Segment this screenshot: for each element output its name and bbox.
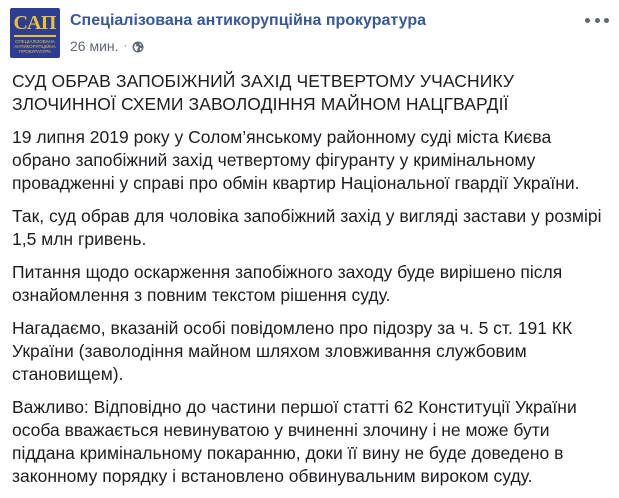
post-paragraph: Так, суд обрав для чоловіка запобіжний захід у вигляді застави у розмірі 1,5 млн гривень.: [12, 206, 602, 249]
more-options-icon[interactable]: [585, 14, 609, 26]
post-meta: [70, 38, 144, 54]
post-paragraph: 19 липня 2019 року у Солом’янському районному суді міста Києва обрано запобіжний захід четвертому фігуранту у кримінальному провадженні у справі про обмін квартир Національної гвардії України.: [12, 127, 580, 193]
post-paragraph: Важливо: Відповідно до частини першої статті 62 Конституції України особа вважається невинуватою у вчиненні злочину і не може бути піддана кримінальному покаранню, доки її вину не буде доведено в законному порядку і встановлено обвинувальним вироком суду.: [12, 397, 577, 486]
post-paragraph: Нагадаємо, вказаній особі повідомлено про підозру за ч. 5 ст. 191 КК України (заволодіння майном шляхом зловживання службовим становищем).: [12, 318, 573, 384]
avatar-logo-text: САП: [13, 12, 57, 34]
post-timestamp[interactable]: 26 мин.: [70, 38, 119, 54]
post-paragraph: Питання щодо оскарження запобіжного заходу буде вирішено після ознайомлення з повним текстом рішення суду.: [12, 262, 563, 305]
more-dot: [585, 18, 590, 23]
post-content: [12, 70, 612, 498]
globe-icon[interactable]: [132, 40, 144, 52]
more-dot: [595, 18, 600, 23]
avatar-logo-subtext: СПЕЦІАЛІЗОВАНА АНТИКОРУПЦІЙНА ПРОКУРАТУРА: [14, 39, 56, 54]
page-avatar[interactable]: [10, 8, 60, 58]
more-dot: [604, 18, 609, 23]
post-title: СУД ОБРАВ ЗАПОБІЖНИЙ ЗАХІД ЧЕТВЕРТОМУ УЧАСНИКУ ЗЛОЧИННОЇ СХЕМИ ЗАВОЛОДІННЯ МАЙНОМ НАЦГВАРДІЇ: [12, 71, 515, 114]
avatar-logo-divider: [14, 35, 56, 37]
post-header: [10, 8, 609, 60]
page-name-link[interactable]: Спеціалізована антикорупційна прокуратура: [70, 12, 426, 29]
meta-separator: ·: [123, 40, 128, 52]
